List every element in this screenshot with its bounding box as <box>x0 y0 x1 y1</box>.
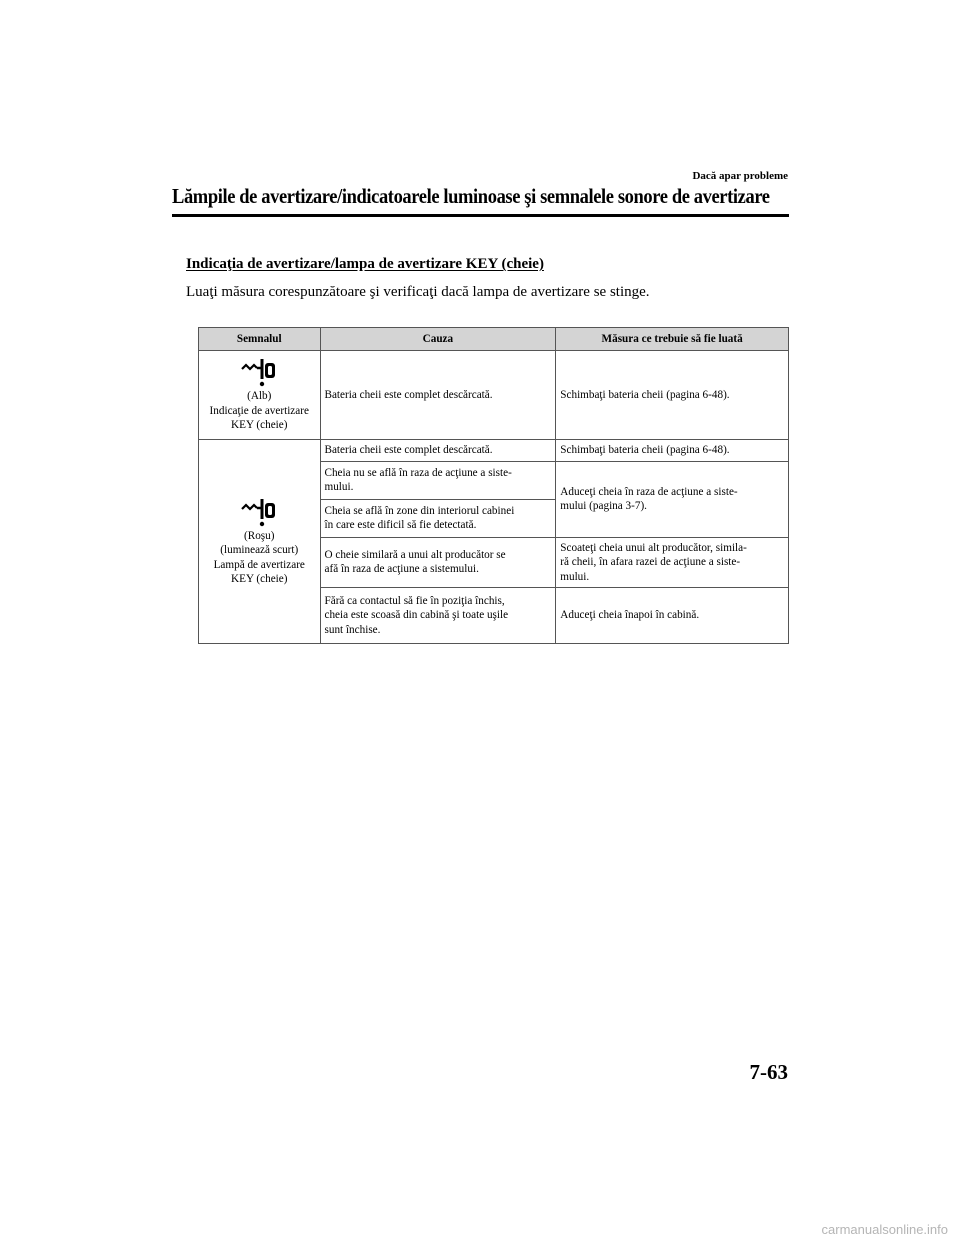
action-cell: Aduceţi cheia în raza de acţiune a siste- mului (pagina 3-7). <box>556 461 789 537</box>
table-header-row <box>199 328 789 351</box>
cause-cell: Bateria cheii este complet descărcată. <box>320 351 556 440</box>
chapter-label: Dacă apar probleme <box>692 170 788 182</box>
signal-line: KEY (cheie) <box>231 573 288 586</box>
cause-cell: O cheie similară a unui alt producător se afă în raza de acţiune a sistemului. <box>320 537 556 588</box>
signal-cell-white <box>199 351 321 440</box>
header-rule <box>172 214 789 217</box>
table-row <box>199 440 789 462</box>
watermark: carmanualsonline.info <box>821 1222 948 1237</box>
cause-cell: Fără ca contactul să fie în poziţia închis, cheia este scoasă din cabină şi toate uşile sunt închise. <box>320 588 556 644</box>
action-cell: Schimbaţi bateria cheii (pagina 6-48). <box>556 440 789 462</box>
cause-cell: Cheia nu se află în raza de acţiune a siste- mului. <box>320 461 556 499</box>
column-header-signal: Semnalul <box>199 328 321 351</box>
cause-cell: Bateria cheii este complet descărcată. <box>320 440 556 462</box>
signal-cell-red <box>199 440 321 644</box>
action-cell: Schimbaţi bateria cheii (pagina 6-48). <box>556 351 789 440</box>
signal-line: KEY (cheie) <box>231 419 288 432</box>
signal-line: (Alb) <box>247 390 272 403</box>
signal-line: Indicaţie de avertizare <box>209 404 309 417</box>
key-warning-icon <box>240 357 278 387</box>
action-cell: Aduceţi cheia înapoi în cabină. <box>556 588 789 644</box>
column-header-action: Măsura ce trebuie să fie luată <box>556 328 789 351</box>
warning-table <box>198 327 789 644</box>
cause-cell: Cheia se află în zone din interiorul cabinei în care este dificil să fie detectată. <box>320 499 556 537</box>
table-row <box>199 351 789 440</box>
section-heading: Indicaţia de avertizare/lampa de avertizare KEY (cheie) <box>186 256 544 272</box>
signal-line: (Roşu) <box>244 529 275 542</box>
page-title: Lămpile de avertizare/indicatoarele luminoase şi semnalele sonore de avertizare <box>172 184 770 208</box>
page-number: 7-63 <box>749 1060 788 1084</box>
key-warning-icon <box>240 497 278 527</box>
action-cell: Scoateţi cheia unui alt producător, simila- ră cheii, în afara razei de acţiune a siste- mului. <box>556 537 789 588</box>
signal-line: Lampă de avertizare <box>213 558 305 571</box>
column-header-cause: Cauza <box>320 328 556 351</box>
signal-line: (luminează scurt) <box>220 544 299 557</box>
intro-text: Luaţi măsura corespunzătoare şi verificaţi dacă lampa de avertizare se stinge. <box>186 284 650 300</box>
